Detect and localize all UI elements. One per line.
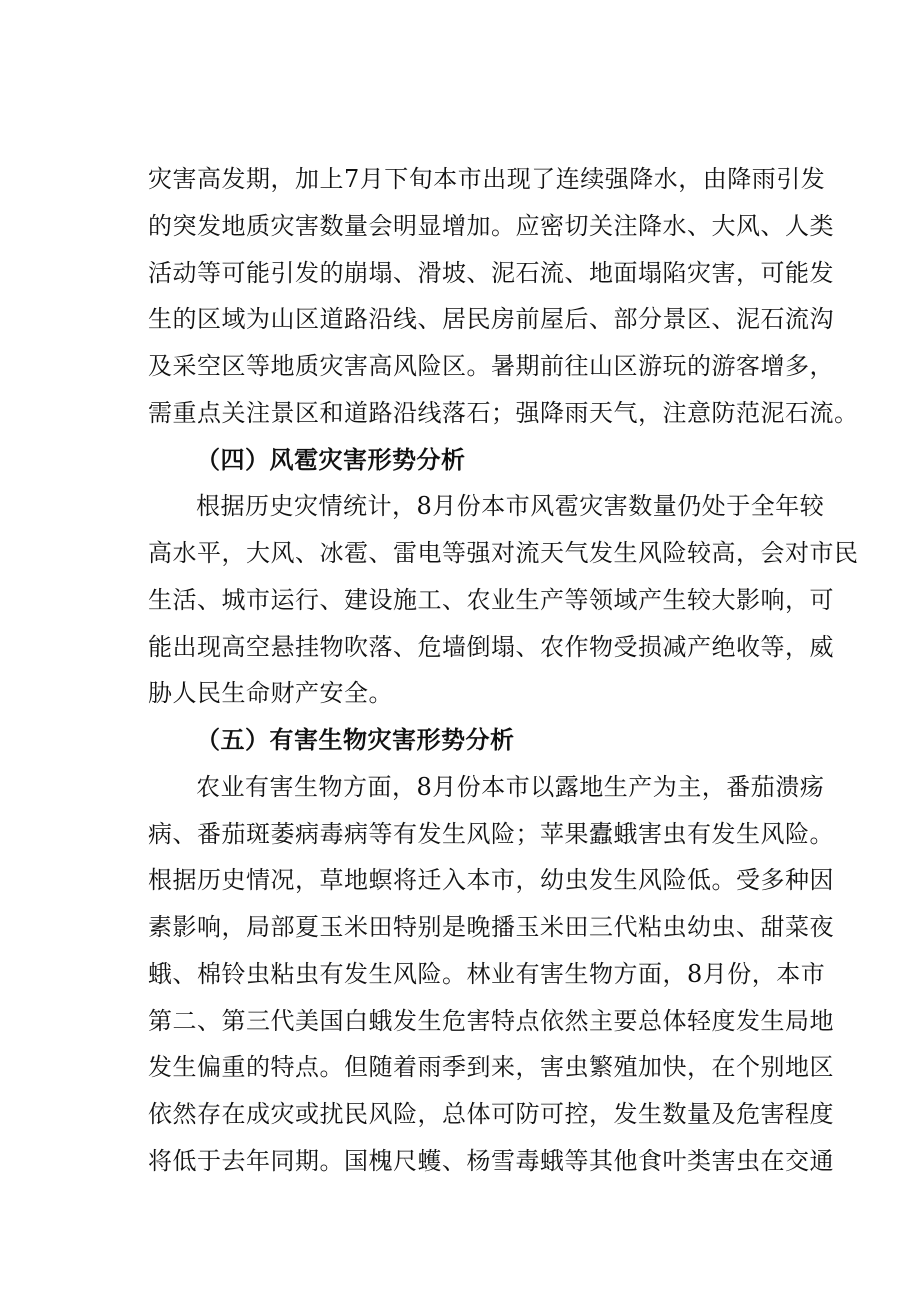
paragraph-line: 病、番茄斑萎病毒病等有发生风险；苹果蠹蛾害虫有发生风险。 xyxy=(148,820,834,848)
section-heading-5: （五）有害生物灾害形势分析 xyxy=(196,725,515,754)
paragraph-line: 的突发地质灾害数量会明显增加。应密切关注降水、大风、人类 xyxy=(148,212,834,240)
paragraph-line: 生活、城市运行、建设施工、农业生产等领域产生较大影响，可 xyxy=(148,586,834,614)
paragraph-line: 根据历史灾情统计，8月份本市风雹灾害数量仍处于全年较 xyxy=(196,492,825,520)
paragraph-line: 生的区域为山区道路沿线、居民房前屋后、部分景区、泥石流沟 xyxy=(148,305,834,333)
paragraph-line: 及采空区等地质灾害高风险区。暑期前往山区游玩的游客增多， xyxy=(148,352,834,380)
paragraph-line: 灾害高发期，加上7月下旬本市出现了连续强降水，由降雨引发 xyxy=(148,165,826,193)
paragraph-line: 依然存在成灾或扰民风险，总体可防可控，发生数量及危害程度 xyxy=(148,1100,834,1128)
paragraph-line: 发生偏重的特点。但随着雨季到来，害虫繁殖加快，在个别地区 xyxy=(148,1053,834,1081)
paragraph-line: 第二、第三代美国白蛾发生危害特点依然主要总体轻度发生局地 xyxy=(148,1007,834,1035)
section-heading-4: （四）风雹灾害形势分析 xyxy=(196,445,466,474)
paragraph-line: 需重点关注景区和道路沿线落石；强降雨天气，注意防范泥石流。 xyxy=(148,399,859,427)
paragraph-line: 高水平，大风、冰雹、雷电等强对流天气发生风险较高，会对市民 xyxy=(148,539,859,567)
paragraph-line: 活动等可能引发的崩塌、滑坡、泥石流、地面塌陷灾害，可能发 xyxy=(148,259,834,287)
paragraph-line: 素影响，局部夏玉米田特别是晚播玉米田三代粘虫幼虫、甜菜夜 xyxy=(148,913,834,941)
paragraph-line: 农业有害生物方面，8月份本市以露地生产为主，番茄溃疡 xyxy=(196,773,825,801)
paragraph-line: 胁人民生命财产安全。 xyxy=(148,679,393,707)
paragraph-line: 能出现高空悬挂物吹落、危墙倒塌、农作物受损减产绝收等，威 xyxy=(148,633,834,661)
paragraph-line: 将低于去年同期。国槐尺蠖、杨雪毒蛾等其他食叶类害虫在交通 xyxy=(148,1147,834,1175)
paragraph-line: 根据历史情况，草地螟将迁入本市，幼虫发生风险低。受多种因 xyxy=(148,866,834,894)
paragraph-line: 蛾、棉铃虫粘虫有发生风险。林业有害生物方面，8月份，本市 xyxy=(148,960,826,988)
